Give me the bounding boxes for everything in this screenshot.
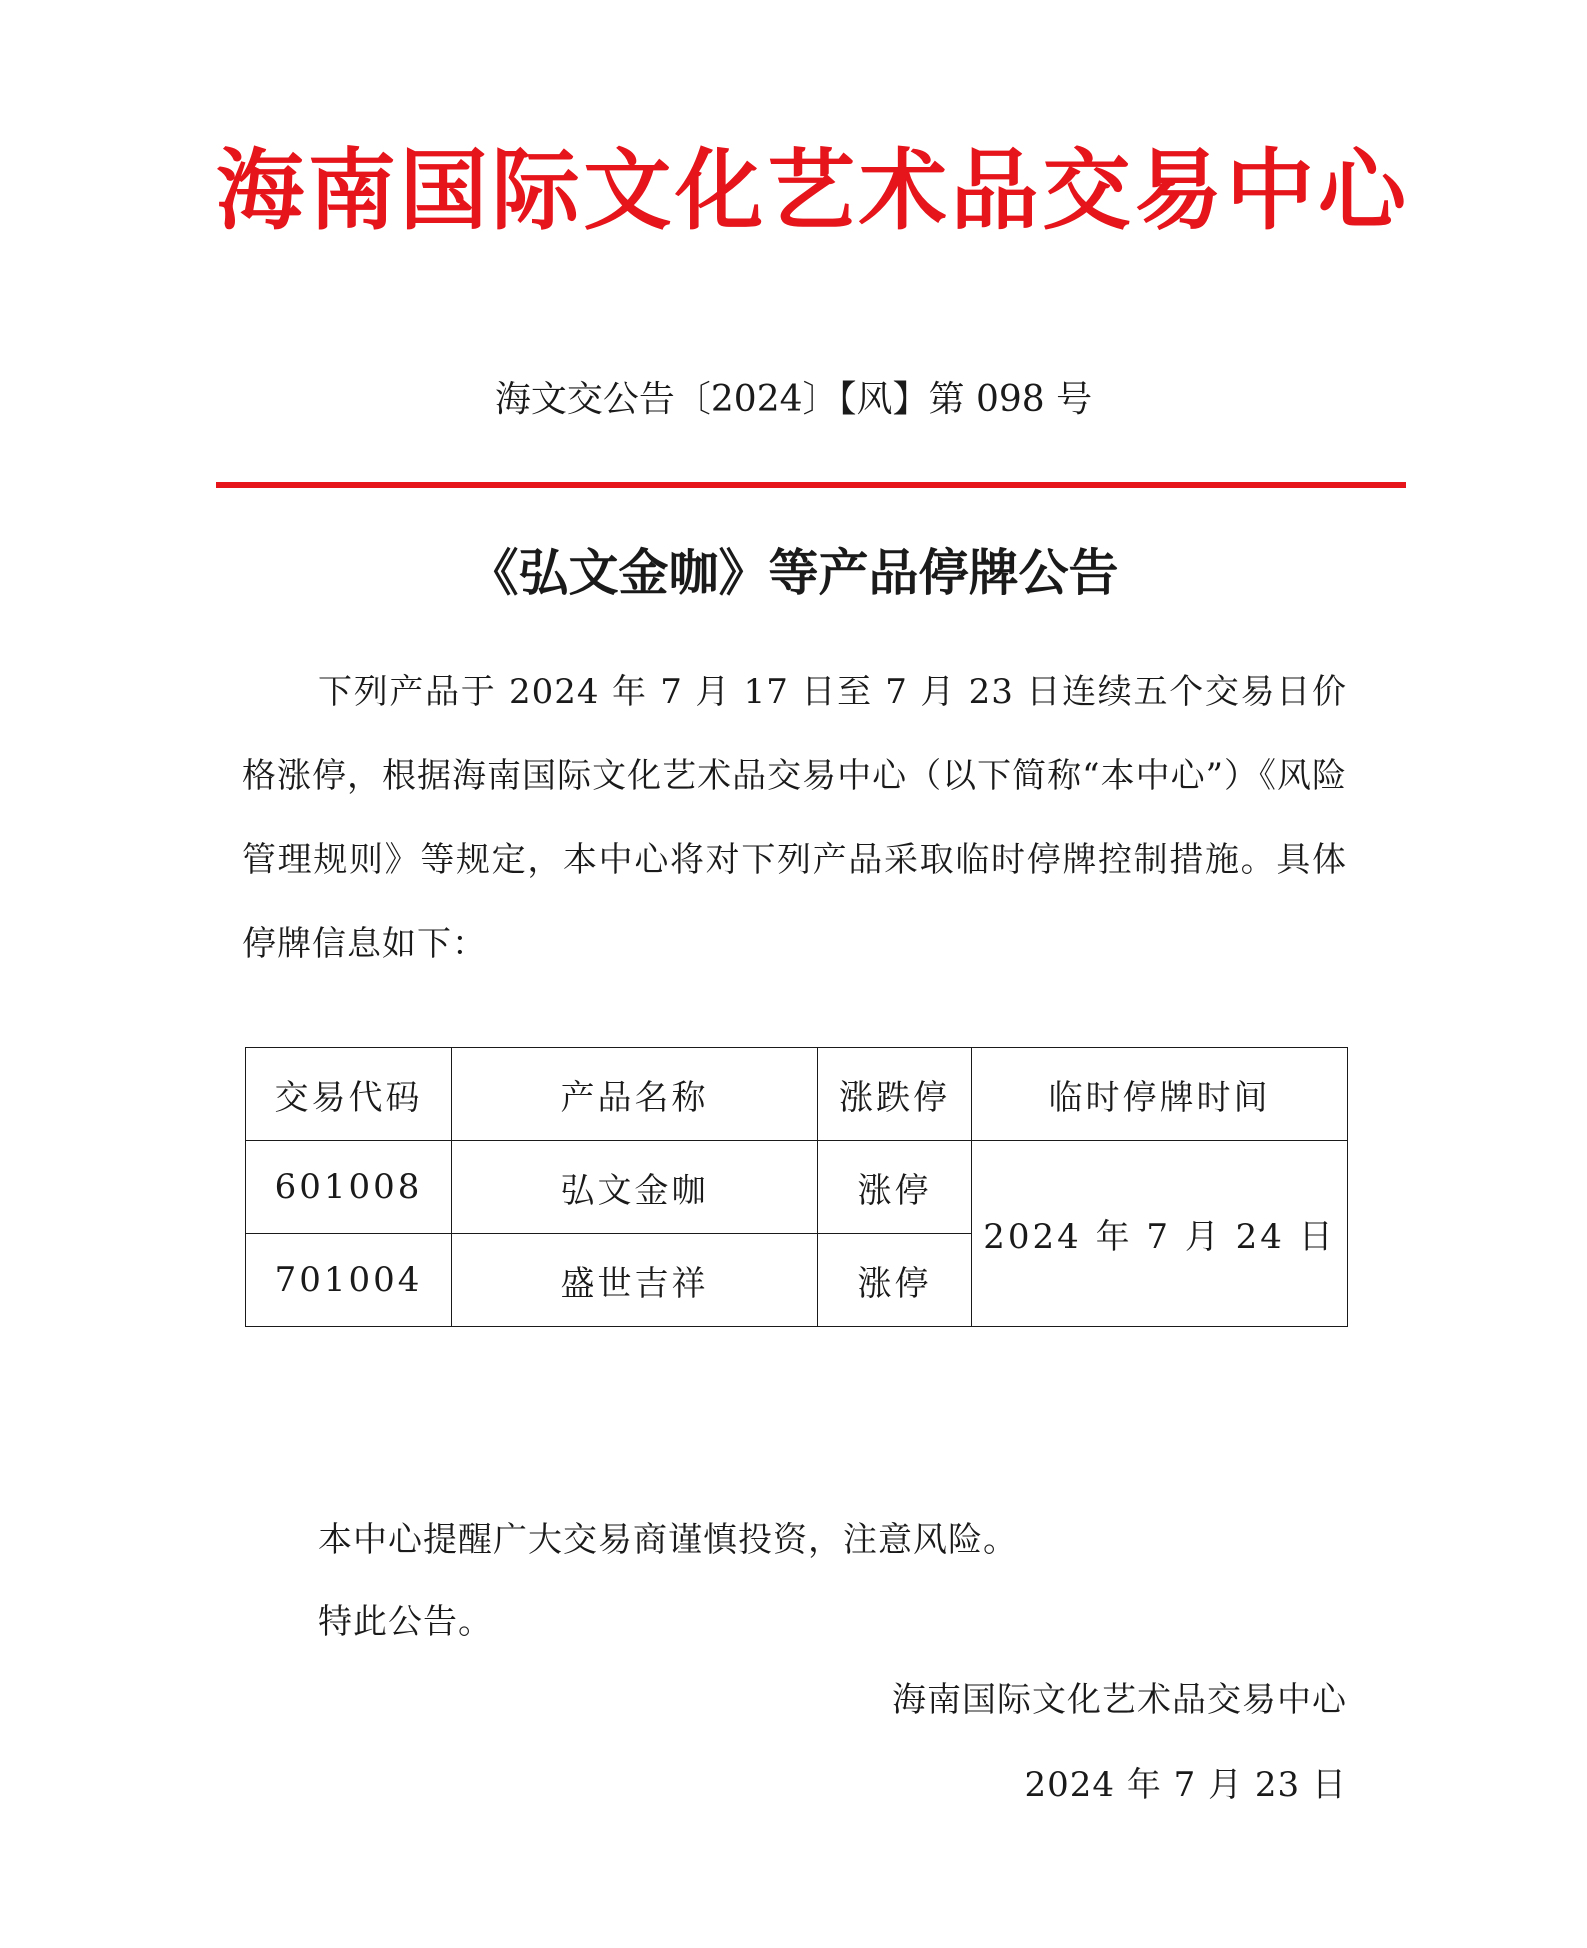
header-trade-code: 交易代码	[246, 1048, 452, 1141]
masthead-char: 交	[1042, 138, 1131, 242]
risk-reminder: 本中心提醒广大交易商谨慎投资，注意风险。	[318, 1520, 1018, 1560]
signature-date: 2024 年 7 月 23 日	[1024, 1765, 1347, 1805]
body-paragraph: 下列产品于 2024 年 7 月 17 日至 7 月 23 日连续五个交易日价格涨停，根据海南国际文化艺术品交易中心（以下简称“本中心”）《风险管理规则》等规定，本中心将对下列产品采取临时停牌控制措施。具体停牌信息如下：	[242, 672, 1347, 964]
document-number: 海文交公告〔2024〕【风】第 098 号	[494, 379, 1093, 420]
product-name-cell: 盛世吉祥	[452, 1234, 818, 1327]
suspension-table	[245, 1047, 1348, 1327]
announcement-title: 《弘文金咖》等产品停牌公告	[468, 544, 1119, 602]
suspension-time-cell: 2024 年 7 月 24 日	[972, 1141, 1348, 1327]
masthead-char: 中	[1226, 138, 1315, 242]
header-limit-status: 涨跌停	[818, 1048, 972, 1141]
masthead-char: 南	[307, 138, 396, 242]
trade-code-cell: 701004	[246, 1234, 452, 1327]
masthead-char: 心	[1317, 138, 1406, 242]
product-name-cell: 弘文金咖	[452, 1141, 818, 1234]
masthead-char: 国	[399, 138, 488, 242]
trade-code-cell: 601008	[246, 1141, 452, 1234]
signature-org: 海南国际文化艺术品交易中心	[892, 1680, 1347, 1720]
masthead-org-name	[216, 130, 1406, 250]
header-product-name: 产品名称	[452, 1048, 818, 1141]
table-row	[246, 1141, 1348, 1234]
masthead-char: 际	[491, 138, 580, 242]
masthead-char: 品	[950, 138, 1039, 242]
red-divider-line	[216, 482, 1406, 488]
masthead-char: 海	[216, 138, 305, 242]
limit-status-cell: 涨停	[818, 1141, 972, 1234]
limit-status-cell: 涨停	[818, 1234, 972, 1327]
masthead-char: 艺	[766, 138, 855, 242]
masthead-char: 文	[583, 138, 672, 242]
closing-notice: 特此公告。	[318, 1602, 493, 1642]
masthead-char: 化	[675, 138, 764, 242]
header-suspension-time: 临时停牌时间	[972, 1048, 1348, 1141]
table-header-row	[246, 1048, 1348, 1141]
masthead-char: 易	[1134, 138, 1223, 242]
masthead-char: 术	[858, 138, 947, 242]
